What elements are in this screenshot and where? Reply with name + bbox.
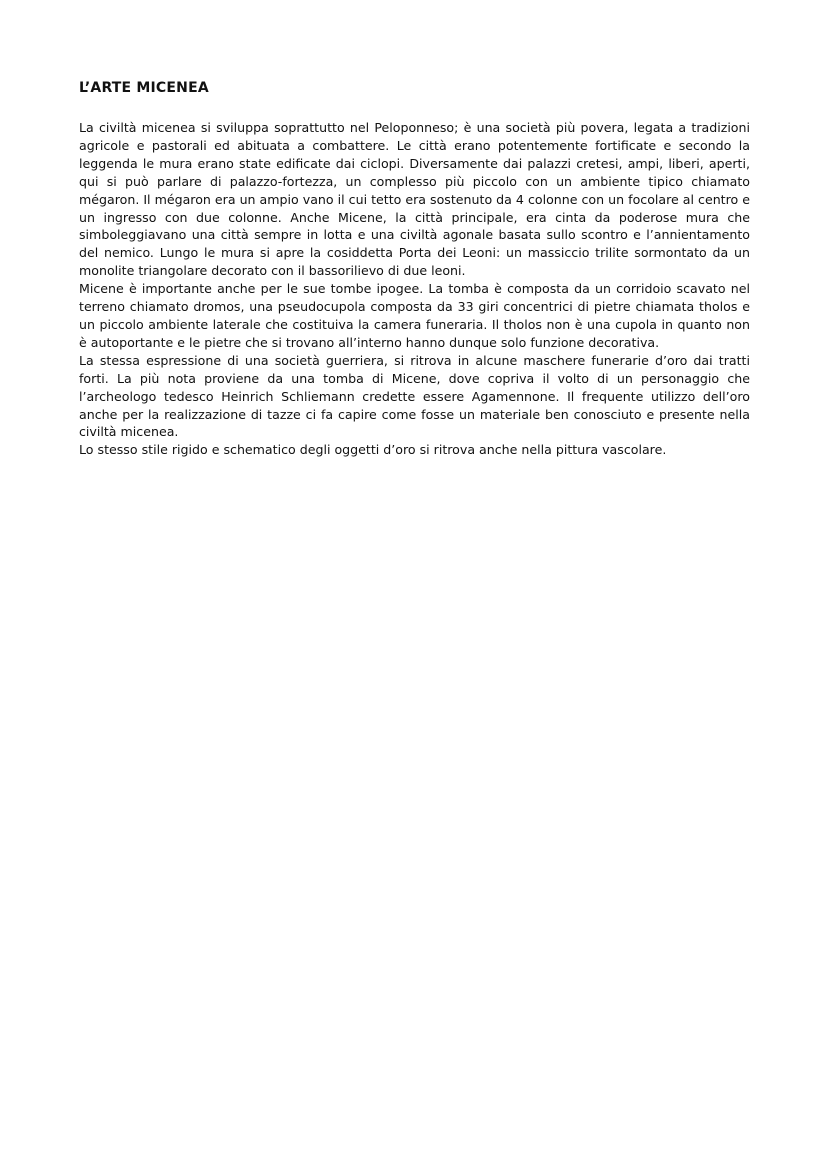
paragraph-mycenaean-civilization: La civiltà micenea si sviluppa soprattutto nel Peloponneso; è una società più povera, legata a tradizioni agricole e pastorali ed abituata a combattere. Le città erano potentemente fortificate e secondo la leggenda le mura erano state edificate dai ciclopi. Diversamente dai palazzi cretesi, ampi, liberi, aperti, qui si può parlare di palazzo-fortezza, un complesso più piccolo con un ambiente tipico chiamato mégaron. Il mégaron era un ampio vano il cui tetto era sostenuto da 4 colonne con un focolare al centro e un ingresso con due colonne. Anche Micene, la città principale, era cinta da poderose mura che simboleggiavano una città sempre in lotta e una civiltà agonale basata sullo scontro e l’annientamento del nemico. Lungo le mura si apre la cosiddetta Porta dei Leoni: un massiccio trilite sormontato da un monolite triangolare decorato con il bassorilievo di due leoni. (79, 120, 750, 279)
paragraph-tombs: Micene è importante anche per le sue tombe ipogee. La tomba è composta da un corridoio scavato nel terreno chiamato dromos, una pseudocupola composta da 33 giri concentrici di pietre chiamata tholos e un piccolo ambiente laterale che costituiva la camera funeraria. Il tholos non è una cupola in quanto non è autoportante e le pietre che si trovano all’interno hanno dunque solo funzione decorativa. (79, 281, 750, 350)
document-page (79, 78, 750, 459)
paragraph-funerary-masks: La stessa espressione di una società guerriera, si ritrova in alcune maschere funerarie d’oro dai tratti forti. La più nota proviene da una tomba di Micene, dove copriva il volto di un personaggio che l’archeologo tedesco Heinrich Schliemann credette essere Agamennone. Il frequente utilizzo dell’oro anche per la realizzazione di tazze ci fa capire come fosse un materiale ben conosciuto e presente nella civiltà micenea. (79, 352, 750, 440)
paragraph-vase-painting: Lo stesso stile rigido e schematico degli oggetti d’oro si ritrova anche nella pittura vascolare. (79, 442, 667, 458)
document-title: L’ARTE MICENEA (79, 80, 209, 96)
document-body (79, 119, 750, 459)
